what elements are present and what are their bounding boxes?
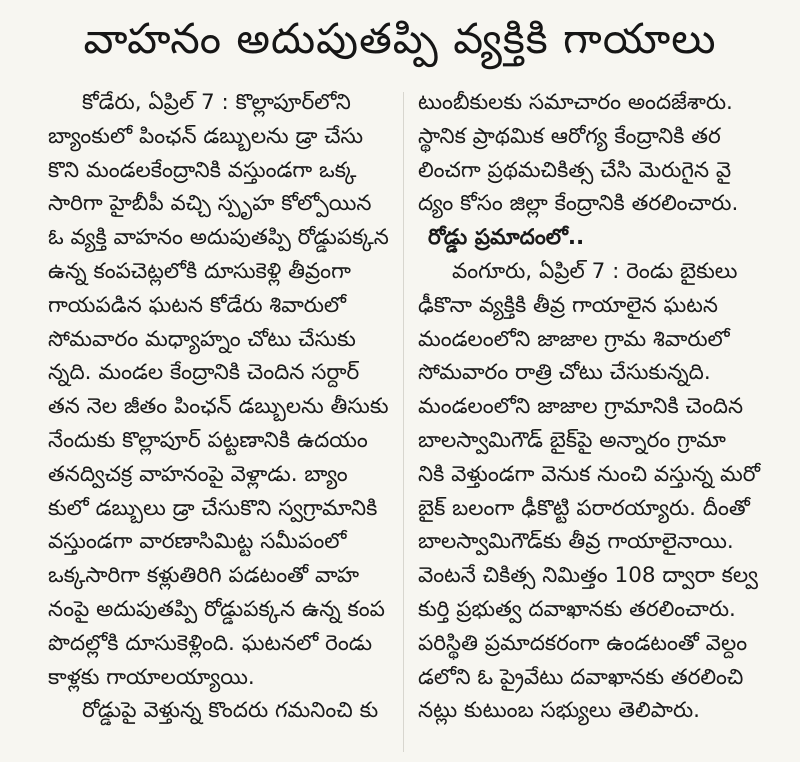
- text-line: తన నెల జీతం పింఛన్ డబ్బులను తీసుకు: [48, 394, 389, 420]
- text-line: వెంటనే చికిత్స నిమిత్తం 108 ద్వారా కల్వ: [418, 563, 758, 589]
- text-line: ఒక్కసారిగా కళ్లుతిరిగి పడటంతో వాహ: [48, 563, 360, 589]
- text-line: నట్లు కుటుంబ సభ్యులు తెలిపారు.: [418, 698, 700, 724]
- text-line: ఢీకొనా వ్యక్తికి తీవ్ర గాయాలైన ఘటన: [418, 292, 718, 318]
- text-line: రోడ్డుపై వెళ్తున్న కొందరు గమనించి కు: [82, 698, 379, 724]
- text-line: గాయపడిన ఘటన కోడేరు శివారులో: [48, 292, 347, 318]
- article-headline: వాహనం అదుపుతప్పి వ్యక్తికి గాయాలు: [83, 14, 717, 63]
- text-line: వస్తుండగా వారణాసిమిట్ట సమీపంలో: [48, 529, 347, 555]
- text-line: నంపై అదుపుతప్పి రోడ్డుపక్కన ఉన్న కంప: [48, 596, 385, 622]
- text-line: ఓ వ్యక్తి వాహనం అదుపుతప్పి రోడ్డుపక్కన: [48, 225, 389, 251]
- text-line: న్నది. మండల కేంద్రానికి చెందిన సర్దార్: [48, 360, 360, 386]
- text-line: నేందుకు కొల్లాపూర్ పట్టణానికి ఉదయం: [48, 427, 368, 453]
- text-line: పొదల్లోకి దూసుకెళ్లింది. ఘటనలో రెండు: [48, 630, 373, 656]
- text-line: లించగా ప్రథమచికిత్స చేసి మెరుగైన వై: [418, 157, 732, 183]
- text-line: నికి వెళ్తుండగా వెనుక నుంచి వస్తున్న మరో: [418, 461, 761, 487]
- text-line: డలోని ఓ ప్రైవేటు దవాఖానకు తరలించి: [418, 664, 744, 690]
- text-line: సోమవారం మధ్యాహ్నం చోటు చేసుకు: [48, 326, 356, 352]
- text-line: తనద్విచక్ర వాహనంపై వెళ్లాడు. బ్యాం: [48, 461, 348, 487]
- text-line: సారిగా హైబీపీ వచ్చి స్పృహ కోల్పోయిన: [48, 191, 372, 217]
- text-line: ఉన్న కంపచెట్లలోకి దూసుకెళ్లి తీవ్రంగా: [48, 258, 351, 284]
- column-divider: [403, 92, 404, 752]
- text-line: బాలస్వామిగౌడ్ బైక్‌పై అన్నారం గ్రామా: [418, 427, 726, 453]
- text-line: పరిస్థితి ప్రమాదకరంగా ఉండటంతో వెల్దం: [418, 630, 748, 656]
- text-line: కులో డబ్బులు డ్రా చేసుకొని స్వగ్రామానికి: [48, 495, 378, 521]
- text-line: ద్యం కోసం జిల్లా కేంద్రానికి తరలించారు.: [418, 191, 739, 217]
- text-line: స్థానిక ప్రాథమిక ఆరోగ్య కేంద్రానికి తర: [418, 123, 721, 149]
- text-line: టుంబీకులకు సమాచారం అందజేశారు.: [418, 90, 733, 115]
- text-line: బ్యాంకులో పింఛన్ డబ్బులను డ్రా చేసు: [48, 123, 364, 149]
- text-line: సోమవారం రాత్రి చోటు చేసుకున్నది.: [418, 360, 711, 386]
- text-line: వంగూరు, ఏప్రిల్ 7 : రెండు బైకులు: [452, 258, 738, 284]
- text-line: కొని మండలకేంద్రానికి వస్తుండగా ఒక్క: [48, 157, 357, 183]
- section-subheading: రోడ్డు ప్రమాదంలో..: [428, 225, 585, 251]
- text-line: కోడేరు, ఏప్రిల్ 7 : కొల్లాపూర్‌లోని: [82, 90, 351, 115]
- left-column: [48, 86, 393, 728]
- text-line: బైక్ బలంగా ఢీకొట్టి పరారయ్యారు. దీంతో: [418, 495, 750, 521]
- text-line: బాలస్వామిగౌడ్‌కు తీవ్ర గాయాలైనాయి.: [418, 529, 734, 555]
- text-line: మండలంలోని జాజాల గ్రామ శివారులో: [418, 326, 730, 352]
- text-line: కాళ్లకు గాయాలయ్యాయి.: [48, 664, 255, 690]
- right-column: [418, 86, 788, 728]
- text-line: కుర్తి ప్రభుత్వ దవాఖానకు తరలించారు.: [418, 596, 736, 622]
- text-line: మండలంలోని జాజాల గ్రామానికి చెందిన: [418, 394, 744, 420]
